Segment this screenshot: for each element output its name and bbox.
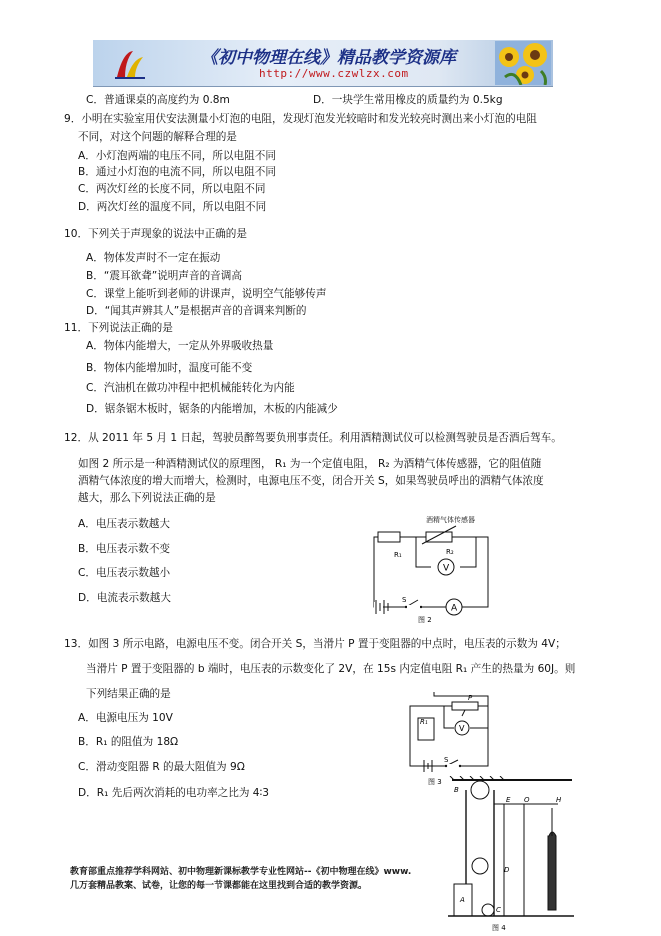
- svg-text:图 3: 图 3: [428, 778, 442, 786]
- banner-title: 《初中物理在线》精品教学资源库: [201, 48, 456, 68]
- text-line: 酒精气体浓度的增大而增大，检测时，电源电压不变，闭合开关 S，如果驾驶员呼出的酒精气体浓度: [78, 475, 544, 487]
- header-banner: [93, 40, 553, 87]
- svg-text:A: A: [460, 896, 465, 904]
- text-line: C．滑动变阻器 R 的最大阻值为 9Ω: [78, 761, 245, 773]
- svg-text:图 4: 图 4: [492, 924, 506, 932]
- figure-3-circuit: [400, 688, 500, 788]
- svg-text:P: P: [468, 694, 473, 702]
- text-line: 越大，那么下列说法正确的是: [78, 492, 216, 504]
- svg-text:V: V: [443, 563, 450, 574]
- text-line: C．两次灯丝的长度不同，所以电阻不同: [78, 183, 266, 195]
- text-line: D．一块学生常用橡皮的质量约为 0.5kg: [313, 94, 503, 106]
- text-line: A．物体发声时不一定在振动: [86, 252, 221, 264]
- text-line: B．物体内能增加时，温度可能不变: [86, 362, 253, 374]
- pulley-d: [472, 858, 488, 874]
- text-line: D．电流表示数越大: [78, 592, 171, 604]
- text-line: 13．如图 3 所示电路，电源电压不变。闭合开关 S，当滑片 P 置于变阻器的中点时，电压表的示数为 4V；: [64, 638, 566, 650]
- text-line: A．物体内能增大，一定从外界吸收热量: [86, 340, 274, 352]
- text-line: C．课堂上能听到老师的讲课声，说明空气能够传声: [86, 288, 327, 300]
- figure-2-circuit: [366, 512, 496, 624]
- text-line: 下列结果正确的是: [86, 688, 171, 700]
- svg-text:V: V: [459, 724, 465, 733]
- svg-text:S: S: [444, 756, 449, 764]
- resistor-r1: [378, 532, 400, 542]
- text-line: 不同，对这个问题的解释合理的是: [78, 131, 237, 143]
- pulley-b: [471, 781, 489, 799]
- text-line: D．锯条锯木板时，锯条的内能增加，木板的内能减少: [86, 403, 338, 415]
- svg-text:R₁: R₁: [420, 718, 428, 726]
- footer-line-2: 几万套精品教案、试卷，让您的每一节课都能在这里找到合适的教学资源。: [70, 881, 368, 891]
- text-line: A．小灯泡两端的电压不同，所以电阻不同: [78, 150, 276, 162]
- text-line: 9．小明在实验室用伏安法测量小灯泡的电阻，发现灯泡发光较暗时和发光较亮时测出来小灯泡的电阻: [64, 113, 537, 125]
- svg-text:图 2: 图 2: [418, 616, 432, 624]
- text-line: A．电压表示数越大: [78, 518, 170, 530]
- rheostat: [452, 702, 478, 710]
- text-line: D．R₁ 先后两次消耗的电功率之比为 4∶3: [78, 787, 270, 799]
- text-line: A．电源电压为 10V: [78, 712, 173, 724]
- svg-text:O: O: [524, 796, 530, 804]
- text-line: C．汽油机在做功冲程中把机械能转化为内能: [86, 382, 295, 394]
- svg-text:E: E: [506, 796, 511, 804]
- footer-line-1: 教育部重点推荐学科网站、初中物理新课标教学专业性网站--《初中物理在线》www.: [70, 867, 412, 877]
- banner-url[interactable]: http://www.czwlzx.com: [259, 67, 409, 80]
- svg-text:D: D: [504, 866, 510, 874]
- sensor-label: 酒精气体传感器: [426, 516, 475, 524]
- svg-text:H: H: [556, 796, 562, 804]
- text-line: 当滑片 P 置于变阻器的 b 端时，电压表的示数变化了 2V，在 15s 内定值电阻 R₁ 产生的热量为 60J。则: [86, 663, 576, 675]
- resistor-r2: [426, 532, 452, 542]
- text-line: 11．下列说法正确的是: [64, 322, 173, 334]
- site-logo: [113, 47, 147, 81]
- text-line: 10．下列关于声现象的说法中正确的是: [64, 228, 247, 240]
- text-line: 如图 2 所示是一种酒精测试仪的原理图， R₁ 为一个定值电阻， R₂ 为酒精气体传感器，它的阻值随: [78, 458, 542, 470]
- text-line: 12．从 2011 年 5 月 1 日起，驾驶员醉驾要负刑事责任。利用酒精测试仪可以检测驾驶员是否酒后驾车。: [64, 432, 562, 444]
- svg-text:C: C: [496, 906, 501, 914]
- text-line: B．电压表示数不变: [78, 543, 171, 555]
- text-line: C．普通课桌的高度约为 0.8m: [86, 94, 230, 106]
- text-line: B．通过小灯泡的电流不同，所以电阻不同: [78, 166, 276, 178]
- text-line: B．R₁ 的阻值为 18Ω: [78, 736, 179, 748]
- text-line: C．电压表示数越小: [78, 567, 171, 579]
- person-icon: [548, 808, 556, 910]
- text-line: D．“闻其声辨其人”是根据声音的音调来判断的: [86, 305, 307, 317]
- text-line: B．“震耳欲聋”说明声音的音调高: [86, 270, 242, 282]
- svg-text:B: B: [454, 786, 459, 794]
- svg-text:A: A: [451, 603, 458, 614]
- r1-label: R₁: [394, 551, 402, 559]
- r2-label: R₂: [446, 548, 454, 556]
- svg-text:S: S: [402, 596, 407, 604]
- text-line: D．两次灯丝的温度不同，所以电阻不同: [78, 201, 267, 213]
- figure-4-pulley: [448, 776, 578, 934]
- sunflower-icon: [495, 41, 551, 85]
